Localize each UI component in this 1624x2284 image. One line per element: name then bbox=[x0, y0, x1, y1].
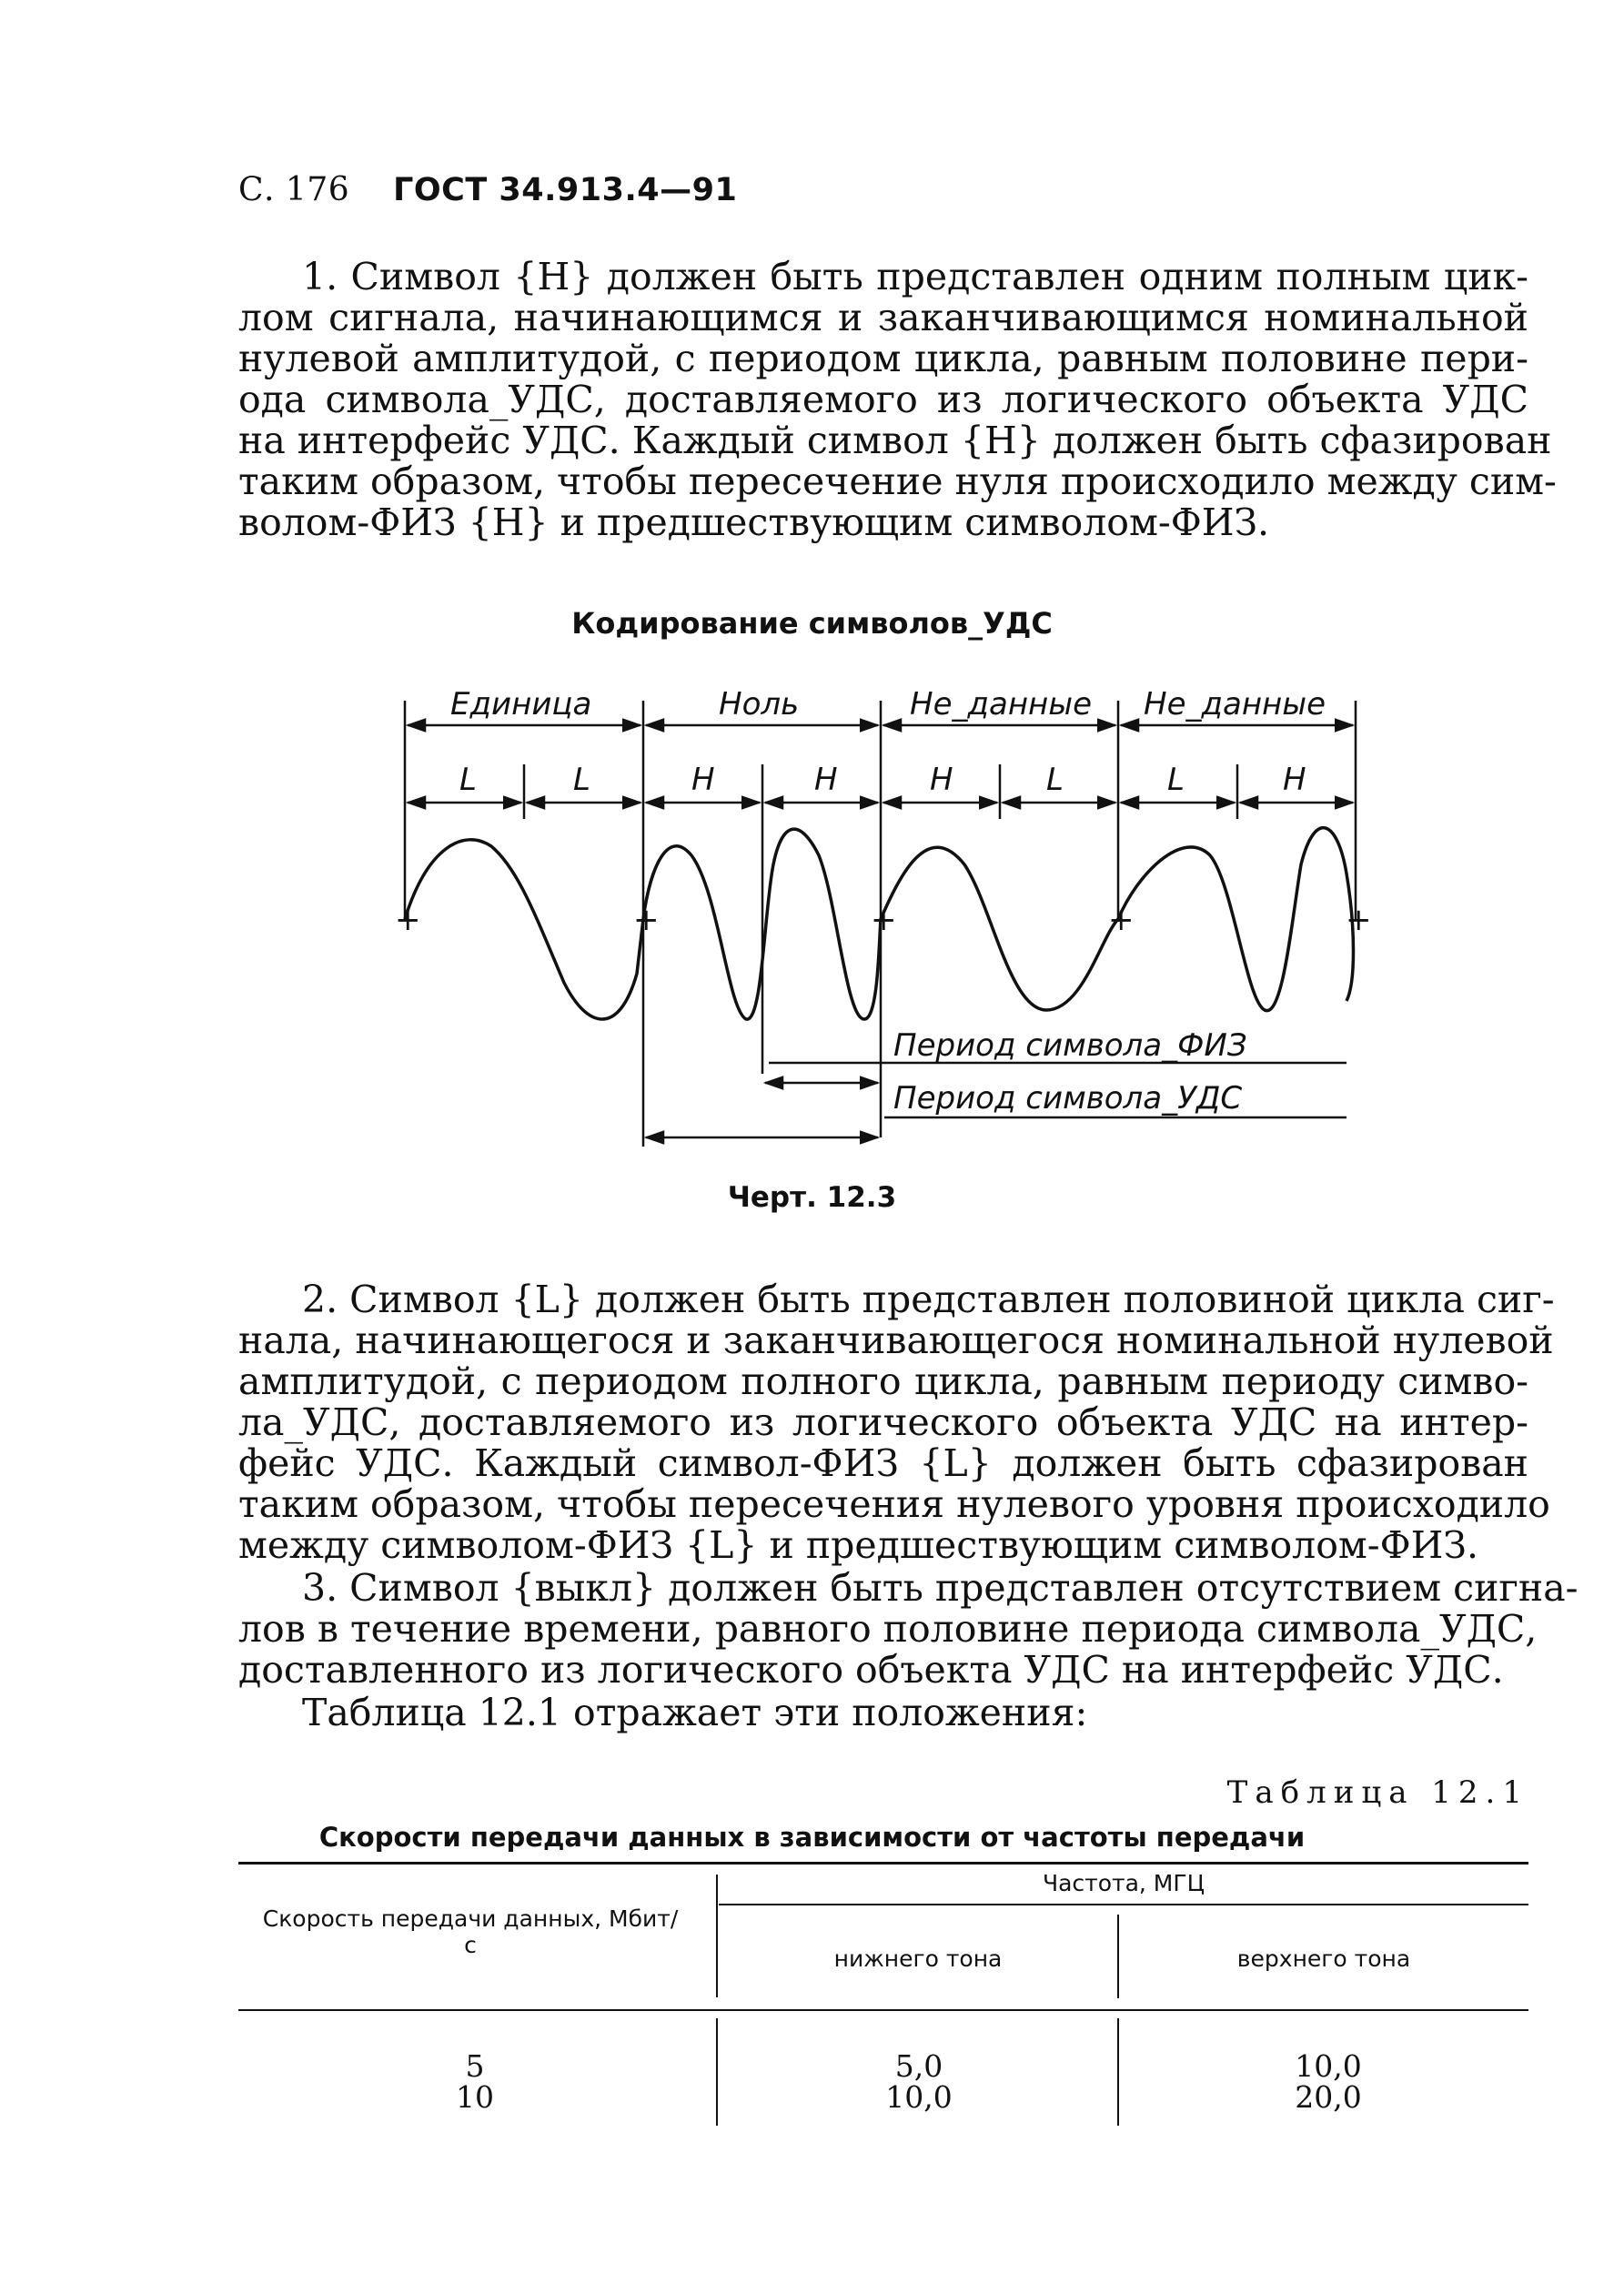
text-line: 2. Символ {L} должен быть представлен половиной цикла сиг- bbox=[302, 1278, 1555, 1321]
zero-cross-marker: + bbox=[395, 902, 421, 938]
paragraph-4 bbox=[238, 1693, 1528, 1733]
text-line: 3. Символ {выкл} должен быть представлен отсутствием сигна- bbox=[302, 1566, 1579, 1610]
text-line: на интерфейс УДС. Каждый символ {H} должен быть сфазирован bbox=[238, 419, 1552, 462]
half-symbol-label: H bbox=[930, 762, 953, 798]
table-number: Таблица 12.1 bbox=[1226, 1774, 1529, 1811]
half-symbol-label: H bbox=[814, 762, 838, 798]
text-line: ла_УДС, доставляемого из логического объекта УДС на интер- bbox=[238, 1400, 1528, 1444]
half-symbol-label: H bbox=[1283, 762, 1306, 798]
column-header-low-tone: нижнего тона bbox=[833, 1945, 1003, 1972]
period-fiz-label: Период символа_ФИЗ bbox=[893, 1027, 1247, 1064]
half-symbol-label: L bbox=[1046, 762, 1064, 798]
zero-cross-marker: + bbox=[633, 902, 660, 938]
text-line: волом-ФИЗ {H} и предшествующим символом-ФИЗ. bbox=[238, 500, 1270, 544]
column-header-frequency: Частота, МГЦ bbox=[1042, 1870, 1205, 1896]
text-line: нулевой амплитудой, с периодом цикла, равным половине пери- bbox=[238, 337, 1528, 380]
table-col-rule bbox=[1117, 2018, 1119, 2126]
half-symbol-label: L bbox=[1167, 762, 1185, 798]
table-cell-rate: 10 bbox=[456, 2079, 494, 2115]
figure-caption: Черт. 12.3 bbox=[727, 1181, 897, 1214]
text-line: таким образом, чтобы пересечения нулевого уровня происходило bbox=[238, 1482, 1550, 1526]
figure-title: Кодирование символов_УДС bbox=[571, 606, 1053, 641]
text-line: лов в течение времени, равного половине периода символа_УДС, bbox=[238, 1607, 1538, 1651]
standard-number: ГОСТ 34.913.4—91 bbox=[393, 172, 738, 208]
table-group-rule bbox=[719, 1904, 1528, 1905]
page-number: С. 176 bbox=[238, 171, 350, 208]
half-symbol-label: L bbox=[459, 762, 477, 798]
table-title: Скорости передачи данных в зависимости от частоты передачи bbox=[318, 1822, 1306, 1853]
symbol-label: Не_данные bbox=[1144, 686, 1326, 723]
half-symbol-label: L bbox=[573, 762, 590, 798]
text-line: нала, начинающегося и заканчивающегося номинальной нулевой bbox=[238, 1319, 1554, 1362]
symbol-label: Ноль bbox=[719, 686, 800, 723]
zero-cross-marker: + bbox=[1108, 902, 1135, 938]
table-cell-low: 5,0 bbox=[894, 2048, 943, 2084]
text-line: Таблица 12.1 отражает эти положения: bbox=[302, 1691, 1088, 1734]
table-col-rule bbox=[716, 2018, 718, 2126]
symbol-label: Единица bbox=[450, 686, 592, 723]
column-header-high-tone: верхнего тона bbox=[1236, 1945, 1411, 1972]
zero-cross-marker: + bbox=[1346, 902, 1372, 938]
table-cell-high: 20,0 bbox=[1295, 2079, 1362, 2115]
half-symbol-label: H bbox=[691, 762, 715, 798]
table-cell-rate: 5 bbox=[465, 2048, 485, 2084]
text-line: между символом-ФИЗ {L} и предшествующим символом-ФИЗ. bbox=[238, 1523, 1479, 1567]
text-line: 1. Символ {H} должен быть представлен одним полным цик- bbox=[302, 255, 1528, 298]
table-header-rule bbox=[238, 2009, 1528, 2011]
paragraph-3 bbox=[238, 1566, 1579, 1692]
table-cell-low: 10,0 bbox=[885, 2079, 953, 2115]
symbol-label: Не_данные bbox=[910, 686, 1093, 723]
text-line: лом сигнала, начинающимся и заканчивающимся номинальной bbox=[238, 296, 1528, 339]
paragraph-2 bbox=[238, 1278, 1555, 1567]
zero-cross-marker: + bbox=[871, 902, 897, 938]
table-top-rule bbox=[238, 1862, 1528, 1865]
table-cell-high: 10,0 bbox=[1295, 2048, 1362, 2084]
table-col-rule bbox=[716, 1875, 718, 1997]
period-uds-label: Период символа_УДС bbox=[893, 1080, 1243, 1117]
text-line: ода символа_УДС, доставляемого из логического объекта УДС bbox=[238, 378, 1528, 421]
text-line: таким образом, чтобы пересечение нуля происходило между сим- bbox=[238, 460, 1557, 503]
text-line: амплитудой, с периодом полного цикла, равным периоду симво- bbox=[238, 1359, 1528, 1403]
text-line: фейс УДС. Каждый символ-ФИЗ {L} должен быть сфазирован bbox=[238, 1441, 1528, 1485]
column-header-rate: Скорость передачи данных, Мбит/с bbox=[262, 1905, 679, 1958]
text-line: доставленного из логического объекта УДС на интерфейс УДС. bbox=[238, 1648, 1504, 1692]
